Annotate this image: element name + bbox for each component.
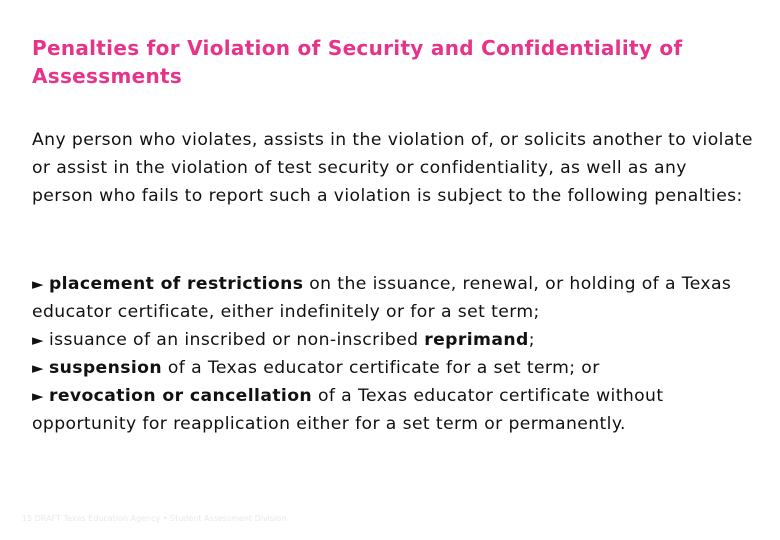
penalty-bold-term: revocation or cancellation xyxy=(48,386,313,406)
penalty-text-before: issuance of an inscribed or non-inscribed xyxy=(48,330,425,350)
penalty-item xyxy=(32,354,754,382)
penalty-bold-term: suspension xyxy=(48,358,162,378)
footer-text: DRAFT Texas Education Agency • Student Assessment Division xyxy=(34,514,287,523)
page-number: 15 xyxy=(22,514,33,523)
penalty-bold-term: placement of restrictions xyxy=(48,274,304,294)
penalty-text-after: on the issuance, renewal, or holding of a Texas educator certificate, either indefinitely or for a set term; xyxy=(32,274,732,322)
bullet-arrow-icon: ► xyxy=(32,387,44,405)
penalty-item xyxy=(32,270,754,326)
page-title: Penalties for Violation of Security and Confidentiality of Assessments xyxy=(32,36,683,88)
penalty-text-after: of a Texas educator certificate for a set term; or xyxy=(162,358,600,378)
penalty-item xyxy=(32,382,754,438)
penalty-text-after: ; xyxy=(528,330,535,350)
penalty-text-after: of a Texas educator certificate without opportunity for reapplication either for a set term or permanently. xyxy=(32,386,664,434)
penalty-item xyxy=(32,326,754,354)
intro-paragraph: Any person who violates, assists in the violation of, or solicits another to violate or assist in the violation of test security or confidentiality, as well as any person who fails to report such a violation is subject to the following penalties: xyxy=(32,130,753,206)
penalty-bold-term: reprimand xyxy=(424,330,529,350)
penalties-list xyxy=(32,270,754,438)
bullet-arrow-icon: ► xyxy=(32,331,44,349)
footer xyxy=(22,514,286,523)
bullet-arrow-icon: ► xyxy=(32,275,44,293)
bullet-arrow-icon: ► xyxy=(32,359,44,377)
